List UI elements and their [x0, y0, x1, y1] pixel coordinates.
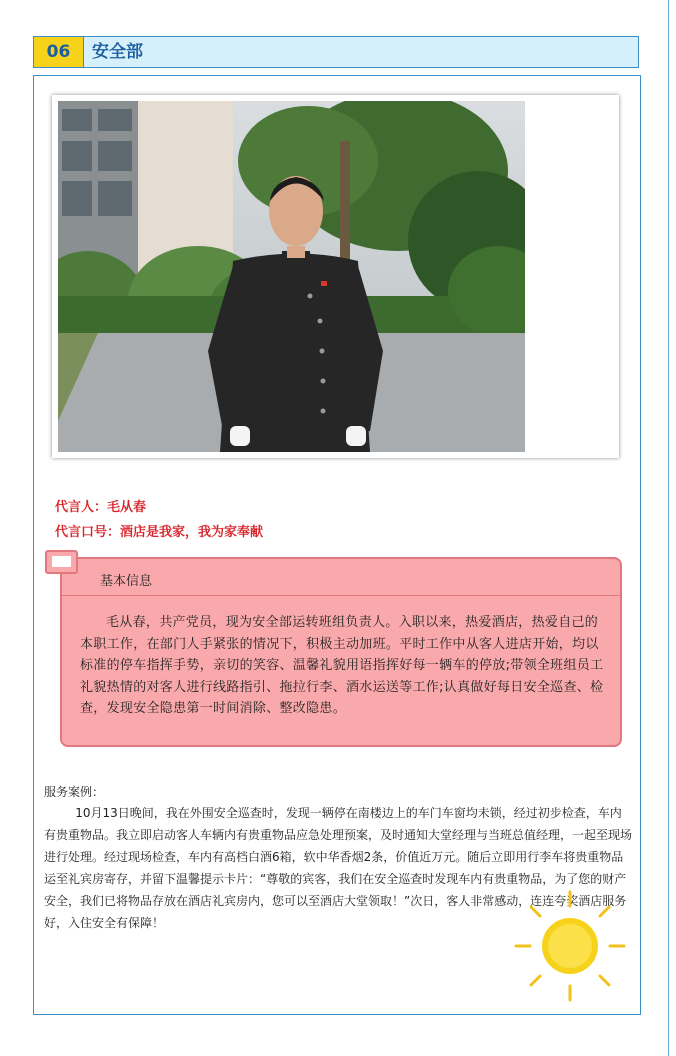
- page-edge-rule: [668, 0, 669, 1056]
- basic-info-title: 基本信息: [100, 574, 153, 589]
- spokesperson-slogan: 代言口号：酒店是我家，我为家奉献: [55, 525, 264, 540]
- photo-illustration: [58, 101, 525, 452]
- sun-icon: [512, 888, 628, 1004]
- service-case-text: 10月13日晚间，我在外围安全巡查时，发现一辆停在南楼边上的车门车窗均未锁，经过初步检查，车内有贵重物品。我立即启动客人车辆内有贵重物品应急处理预案，及时通知大堂经理与当班总值经理，一起至现场进行处理。经过现场检查，车内有高档白酒6箱，软中华香烟2条，价值近万元。随后立即用行李车将贵重物品运至礼宾房寄存，并留下温馨提示卡片：“尊敬的宾客，我们在安全巡查时发现车内有贵重物品，为了您的财产安全，我们已将物品存放在酒店礼宾房内，您可以至酒店大堂领取！”次日，客人非常感动，连连夸奖酒店服务好，入住安全有保障！: [44, 806, 633, 930]
- spokesperson-photo: [58, 101, 525, 452]
- section-header: [33, 36, 639, 68]
- basic-info-text: 毛从春，共产党员，现为安全部运转班组负责人。入职以来，热爱酒店，热爱自己的本职工作，在部门人手紧张的情况下，积极主动加班。平时工作中从客人进店开始，均以标准的停车指挥手势，亲切的笑容、温馨礼貌用语指挥好每一辆车的停放;带领全班组员工礼貌热情的对客人进行线路指引、拖拉行李、酒水运送等工作;认真做好每日安全巡查、检查，发现安全隐患第一时间消除、整改隐患。: [80, 615, 604, 716]
- section-title: 安全部: [92, 42, 143, 62]
- basic-info-divider: [62, 595, 620, 596]
- photo-frame: [52, 95, 619, 458]
- spokesperson-name: 代言人：毛从春: [55, 500, 147, 515]
- section-number: 06: [34, 37, 84, 67]
- service-case-title: 服务案例：: [44, 785, 105, 799]
- speech-bubble-icon: [45, 550, 78, 574]
